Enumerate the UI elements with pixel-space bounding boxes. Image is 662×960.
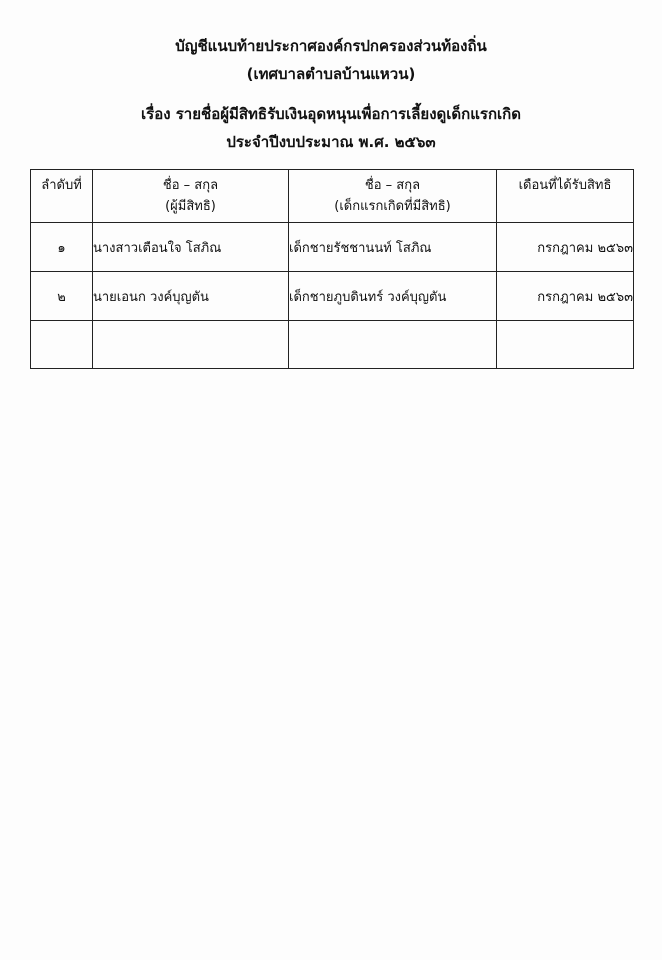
guardian-name: นางสาวเตือนใจ โสภิณ [93,223,289,272]
column-header-label: เดือนที่ได้รับสิทธิ [518,178,612,193]
column-header-guardian [93,170,289,223]
table-row [31,272,634,321]
entitlement-month: กรกฎาคม ๒๕๖๓ [497,272,634,321]
child-name: เด็กชายภูบดินทร์ วงค์บุญตัน [289,272,497,321]
row-number: ๑ [31,223,93,272]
table-row [31,223,634,272]
column-header-label: ลำดับที่ [41,178,82,193]
beneficiary-table [30,169,634,369]
municipality-name: (เทศบาลตำบลบ้านแหวน) [246,65,416,83]
guardian-name: นายเอนก วงค์บุญตัน [93,272,289,321]
row-number: ๒ [31,272,93,321]
column-header-label: ชื่อ – สกุล [364,178,421,193]
subject-line: เรื่อง รายชื่อผู้มีสิทธิรับเงินอุดหนุนเพื่อการเลี้ยงดูเด็กแรกเกิด [141,105,521,123]
column-header-month [497,170,634,223]
table-row-empty [31,321,634,369]
entitlement-month [497,321,634,369]
child-name [289,321,497,369]
fiscal-year-line: ประจำปีงบประมาณ พ.ศ. ๒๕๖๓ [226,133,436,151]
entitlement-month: กรกฎาคม ๒๕๖๓ [497,223,634,272]
row-number [31,321,93,369]
column-header-sublabel: (ผู้มีสิทธิ) [165,199,216,214]
column-header-order [31,170,93,223]
table-header-row [31,170,634,223]
guardian-name [93,321,289,369]
child-name: เด็กชายรัชชานนท์ โสภิณ [289,223,497,272]
column-header-sublabel: (เด็กแรกเกิดที่มีสิทธิ) [334,199,451,214]
announcement-title: บัญชีแนบท้ายประกาศองค์กรปกครองส่วนท้องถิ่น [175,37,487,55]
column-header-child [289,170,497,223]
column-header-label: ชื่อ – สกุล [162,178,219,193]
